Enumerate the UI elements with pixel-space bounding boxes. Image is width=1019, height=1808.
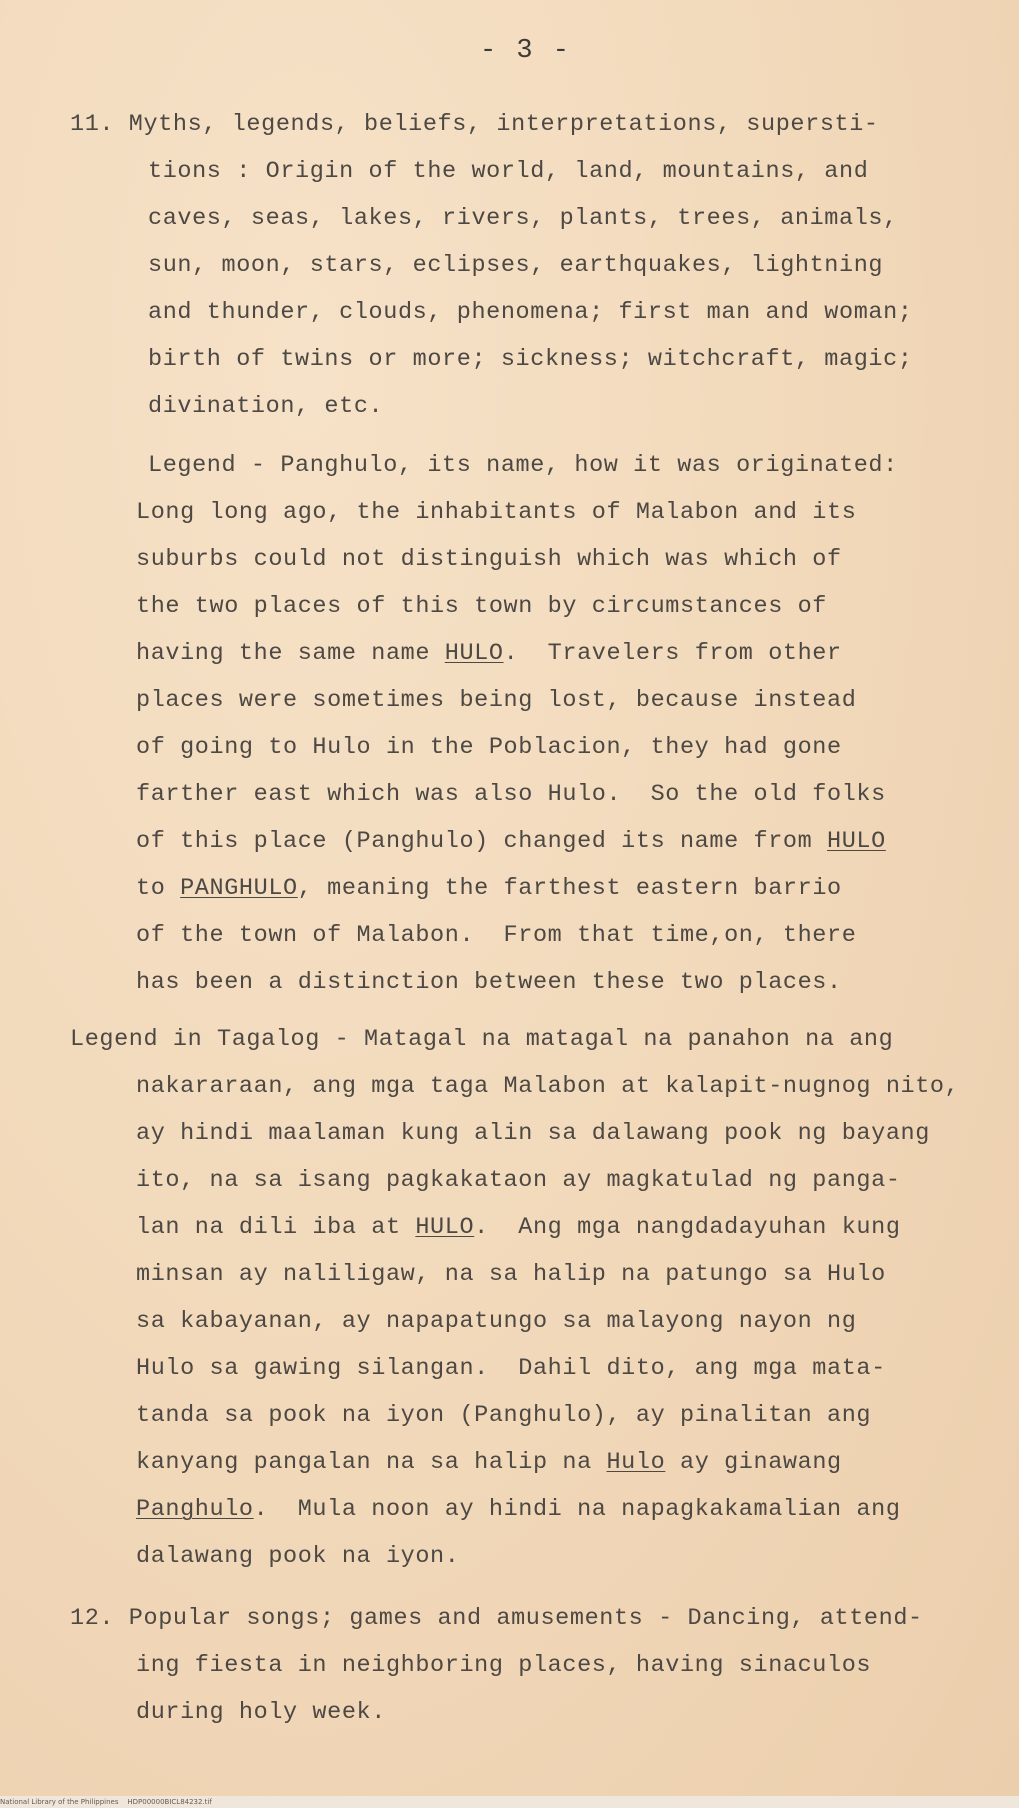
legend-english-line: suburbs could not distinguish which was which of (136, 546, 842, 573)
text-span: , meaning the farthest eastern barrio (297, 875, 842, 902)
underlined-word: HULO (415, 1214, 475, 1241)
legend-english-line: the two places of this town by circumstances of (136, 593, 828, 620)
legend-english-line: has been a distinction between these two places. (136, 969, 842, 996)
section-11-line: and thunder, clouds, phenomena; first man and woman; (148, 299, 913, 326)
underlined-word: HULO (444, 640, 504, 667)
legend-tagalog-line: Legend in Tagalog - Matagal na matagal na panahon na ang (70, 1026, 894, 1053)
legend-tagalog-line: Hulo sa gawing silangan. Dahil dito, ang mga mata- (136, 1355, 886, 1382)
section-11-line: birth of twins or more; sickness; witchcraft, magic; (148, 346, 913, 373)
section-12-line: ing fiesta in neighboring places, having sinaculos (136, 1652, 872, 1679)
text-span: . Ang mga nangdadayuhan kung (474, 1214, 901, 1241)
legend-tagalog-line: tanda sa pook na iyon (Panghulo), ay pinalitan ang (136, 1402, 872, 1429)
legend-english-line: of going to Hulo in the Poblacion, they had gone (136, 734, 842, 761)
text-span: of this place (Panghulo) changed its name from (136, 828, 828, 855)
underlined-word: Hulo (606, 1449, 666, 1476)
legend-tagalog-line: nakararaan, ang mga taga Malabon at kalapit-nugnog nito, (136, 1073, 960, 1100)
legend-tagalog-line (136, 1495, 901, 1525)
section-12-line: 12. Popular songs; games and amusements - Dancing, attend- (70, 1605, 923, 1632)
section-11-line: tions : Origin of the world, land, mountains, and (148, 158, 869, 185)
text-span: having the same name (136, 640, 445, 667)
legend-english-line (136, 827, 886, 857)
legend-tagalog-line (136, 1213, 901, 1243)
section-11-line: sun, moon, stars, eclipses, earthquakes, lightning (148, 252, 884, 279)
text-span: . Travelers from other (503, 640, 842, 667)
legend-english-line: Legend - Panghulo, its name, how it was originated: (148, 452, 898, 479)
text-span: kanyang pangalan na sa halip na (136, 1449, 607, 1476)
text-span: lan na dili iba at (136, 1214, 416, 1241)
legend-tagalog-line (136, 1448, 842, 1478)
underlined-word: HULO (827, 828, 886, 855)
text-span: to (136, 875, 181, 902)
underlined-word: Panghulo (136, 1496, 254, 1523)
legend-tagalog-line: ay hindi maalaman kung alin sa dalawang pook ng bayang (136, 1120, 930, 1147)
section-11-line: divination, etc. (148, 393, 384, 420)
legend-english-line (136, 874, 842, 904)
legend-tagalog-line: sa kabayanan, ay napapatungo sa malayong nayon ng (136, 1308, 857, 1335)
legend-tagalog-line: dalawang pook na iyon. (136, 1543, 460, 1570)
section-11-line: 11. Myths, legends, beliefs, interpretations, supersti- (70, 111, 879, 138)
legend-english-line: of the town of Malabon. From that time,on, there (136, 922, 857, 949)
scan-footer: National Library of the Philippines HDP00000BICL84232.tif (0, 1796, 1019, 1808)
section-12-line: during holy week. (136, 1699, 386, 1726)
legend-english-line (136, 639, 842, 669)
text-span: . Mula noon ay hindi na napagkakamalian ang (253, 1496, 901, 1523)
legend-tagalog-line: minsan ay naliligaw, na sa halip na patungo sa Hulo (136, 1261, 886, 1288)
page-number: - 3 - (480, 36, 572, 66)
underlined-word: PANGHULO (180, 875, 298, 902)
legend-english-line: Long long ago, the inhabitants of Malabon and its (136, 499, 857, 526)
section-11-line: caves, seas, lakes, rivers, plants, trees, animals, (148, 205, 898, 232)
legend-tagalog-line: ito, na sa isang pagkakataon ay magkatulad ng panga- (136, 1167, 901, 1194)
legend-english-line: farther east which was also Hulo. So the old folks (136, 781, 886, 808)
legend-english-line: places were sometimes being lost, because instead (136, 687, 857, 714)
text-span: ay ginawang (665, 1449, 842, 1476)
